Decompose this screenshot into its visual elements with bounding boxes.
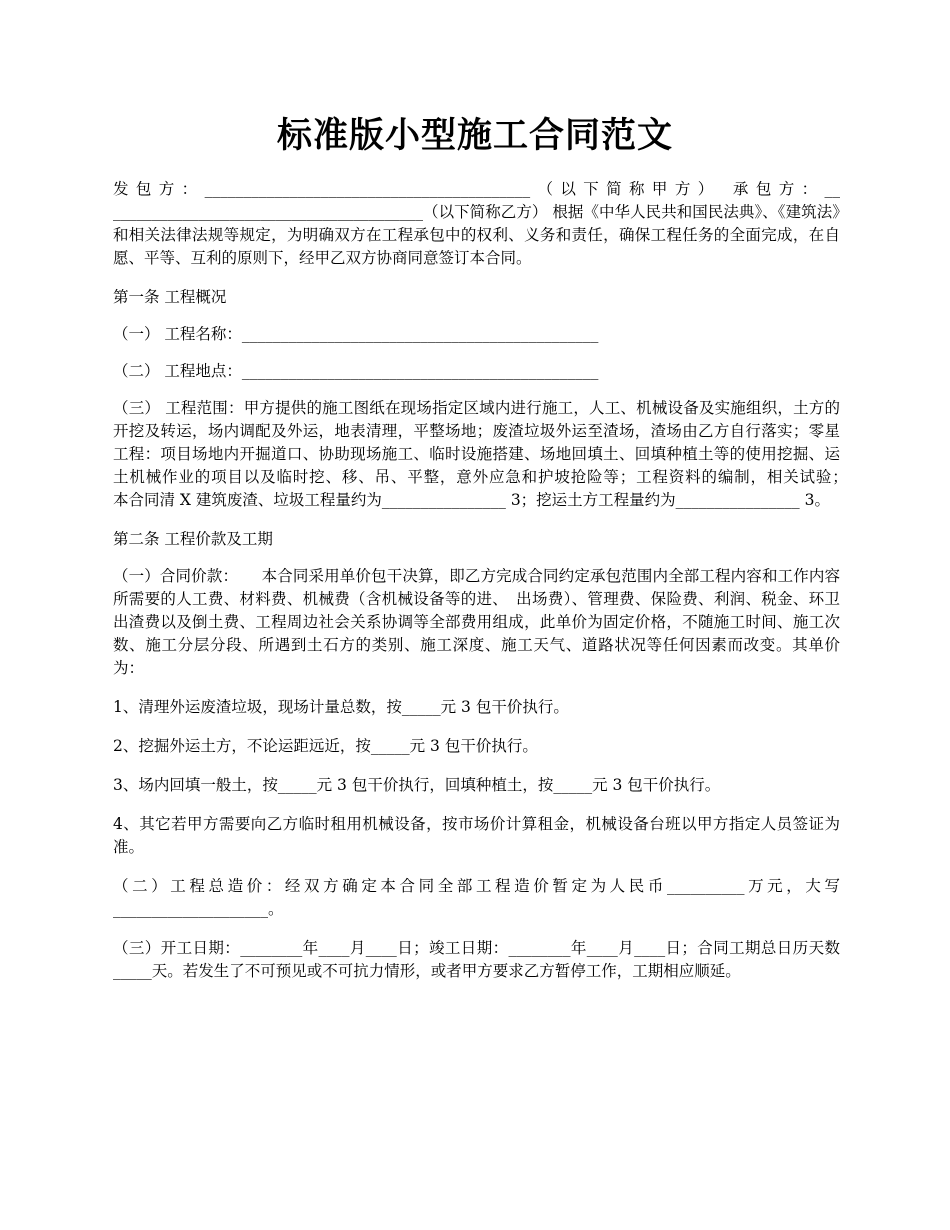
section-heading-1: 第一条 工程概况 xyxy=(113,288,227,306)
project-scope-paragraph: （三） 工程范围：甲方提供的施工图纸在现场指定区域内进行施工，人工、机械设备及实施组织，土方的开挖及转运，场内调配及外运，地表清理，平整场地；废渣垃圾外运至渣场，渣场由乙方自行落实；零星工程：项目场地内开掘道口、协助现场施工、临时设施搭建、场地回填土、回填种植土等的使用挖掘、运土机械作业的项目以及临时挖、移、吊、平整，意外应急和护坡抢险等；工程资料的编制，相关试验； 本合同清 X 建筑废渣、垃圾工程量约为________________ 3；挖运土方工程量约为________________ 3。 xyxy=(113,399,872,509)
document-body xyxy=(113,178,872,999)
price-item-1: 1、清理外运废渣垃圾，现场计量总数，按_____元 3 包干价执行。 xyxy=(113,698,569,716)
price-item-2: 2、挖掘外运土方，不论运距远近，按_____元 3 包干价执行。 xyxy=(113,737,538,755)
document-title: 标准版小型施工合同范文 xyxy=(276,115,673,156)
price-item-3: 3、场内回填一般土，按_____元 3 包干价执行，回填种植土，按_____元 3 包干价执行。 xyxy=(113,776,721,794)
project-location-line: （二） 工程地点：______________________________________________ xyxy=(113,362,599,380)
section-heading-2: 第二条 工程价款及工期 xyxy=(113,530,273,548)
project-name-line: （一） 工程名称：______________________________________________ xyxy=(113,325,599,343)
price-item-4: 4、其它若甲方需要向乙方临时租用机械设备，按市场价计算租金，机械设备台班以甲方指定人员签证为准。 xyxy=(113,815,840,856)
intro-paragraph: 发包方：__________________________________________（以下简称甲方） 承包方：__ ________________________________________（以下简称乙方） 根据《中华人民共和国民法典》、《建筑法》和相关法律法规等规定，为明确双方在工程承包中的权利、义务和责任，确保工程任务的全面完成，在自愿、平等、互利的原则下，经甲乙双方协商同意签订本合同。 xyxy=(113,180,840,267)
total-cost-paragraph: （二）工程总造价：经双方确定本合同全部工程造价暂定为人民币__________万元，大写____________________。 xyxy=(113,877,840,918)
schedule-paragraph: （三）开工日期：________年____月____日；竣工日期：________年____月____日；合同工期总日历天数_____天。若发生了不可预见或不可抗力情形，或者甲方要求乙方暂停工作，工期相应顺延。 xyxy=(113,939,840,980)
contract-price-paragraph: （一）合同价款： 本合同采用单价包干决算，即乙方完成合同约定承包范围内全部工程内容和工作内容所需要的人工费、材料费、机械费（含机械设备等的进、 出场费）、管理费、保险费、利润、税金、环卫出渣费以及倒土费、工程周边社会关系协调等全部费用组成，此单价为固定价格，不随施工时间、施工次数、施工分层分段、所遇到土石方的类别、施工深度、施工天气、道路状况等任何因素而改变。其单价为： xyxy=(113,567,840,677)
